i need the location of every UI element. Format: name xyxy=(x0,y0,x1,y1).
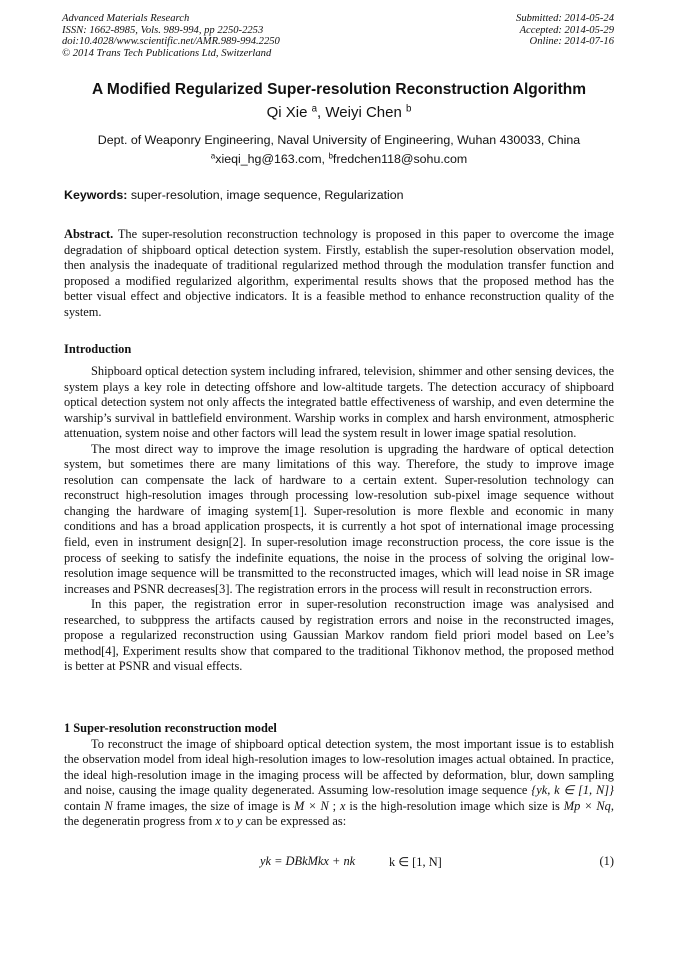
inline-math: M × N xyxy=(294,798,329,813)
inline-math: x xyxy=(340,798,346,813)
equation-body: yk = DBkMkx + nk xyxy=(260,854,356,868)
paragraph: Shipboard optical detection system including infrared, television, shimmer and other sensing devices, the system plays a key role in detecting offshore and low-altitude targets. The detection accuracy of shipboard optical detection system not only affects the integrated battle effectiveness of warship, and even determine the warship’s survival in battlefield environment. Warship works in complex and harsh environment, atmospheric attenuation, system noise and other factors will lead the system result in lower image spatial resolution. xyxy=(64,364,614,441)
affiliation: Dept. of Weaponry Engineering, Naval University of Engineering, Wuhan 430033, China xyxy=(97,133,581,147)
keywords xyxy=(64,188,614,202)
accepted-date: Accepted: 2014-05-29 xyxy=(519,24,614,36)
text-run: can be expressed as: xyxy=(245,814,347,829)
author-emails xyxy=(0,152,678,166)
text-run: is the high-resolution image which size is xyxy=(349,798,560,813)
text-run: , the degeneratin progress from xyxy=(64,798,614,829)
submitted-date: Submitted: 2014-05-24 xyxy=(516,13,614,24)
paper-title: A Modified Regularized Super-resolution Reconstruction Algorithm xyxy=(91,81,586,98)
keywords-text: super-resolution, image sequence, Regularization xyxy=(130,188,404,202)
dates-header xyxy=(516,13,614,48)
author-separator: , xyxy=(317,104,322,121)
text-run: frame images, the size of image is xyxy=(116,798,291,813)
text-run: ; xyxy=(332,798,337,813)
inline-math: {yk, k ∈ [1, N]} xyxy=(531,783,614,798)
section-1 xyxy=(64,721,614,830)
text-run: to xyxy=(224,814,234,829)
email-mark: b xyxy=(328,151,333,161)
abstract xyxy=(64,227,614,320)
inline-math: x xyxy=(215,814,221,829)
introduction-heading: Introduction xyxy=(64,342,132,356)
paragraph xyxy=(64,737,614,830)
online-date: Online: 2014-07-16 xyxy=(529,36,614,48)
equation-range: k ∈ [1, N] xyxy=(389,855,442,869)
equation-1 xyxy=(64,854,614,874)
equation-number: (1) xyxy=(599,854,614,868)
author-name: Weiyi Chen xyxy=(325,104,402,121)
author-name: Qi Xie xyxy=(266,104,308,121)
email-address: xieqi_hg@163.com, xyxy=(215,152,325,166)
issn-line: ISSN: 1662-8985, Vols. 989-994, pp 2250-2253 xyxy=(62,24,264,36)
keywords-label: Keywords: xyxy=(64,188,128,202)
doi-line: doi:10.4028/www.scientific.net/AMR.989-994.2250 xyxy=(62,36,280,48)
email-address: fredchen118@sohu.com xyxy=(332,152,468,166)
affiliation-mark: b xyxy=(405,103,412,115)
abstract-text: The super-resolution reconstruction technology is proposed in this paper to overcome the image degradation of shipboard optical detection system. Firstly, establish the super-resolution observation model, then analysis the inadequate of traditional regularized method through the modulation transfer function and proposed a modified regularized algorithm, experimental results shows that the proposed method has the better visual effect and objective indicators. It is a feasible method to enhance reconstruction quality of the system. xyxy=(64,227,614,319)
paragraph: The most direct way to improve the image resolution is upgrading the hardware of optical detection system, but sometimes there are many limitations of this way. Therefore, the study to improve image resolution can compensate the lack of hardware to a certain extent. Super-resolution technology can reconstruct high-resolution images through processing low-resolution sub-pixel image sequence without changing the hardware of imaging system[1]. Super-resolution is more flexble and economic in many conditions and has a broad application prospects, it is currently a hot spot of international image processing field, even in instrument design[2]. In super-resolution image reconstruction process, the core issue is the process of seeking to satisfy the indefinite equations, the noise in the process of solving the original low-resolution image sequence will be transmitted to the reconstructed images, which will lead noise in SR image increases and PSNR decreases[3]. The registration errors in the process will result in reconstruction errors. xyxy=(64,441,614,596)
email-mark: a xyxy=(210,151,216,161)
abstract-label: Abstract. xyxy=(64,227,114,241)
abstract-paragraph xyxy=(64,227,614,320)
introduction-body xyxy=(64,364,614,675)
inline-math: N xyxy=(104,798,113,813)
text-run: To reconstruct the image of shipboard optical detection system, the most important issue is to establish the observation model from ideal high-resolution images to low-resolution images actual obtained. In practice, the ideal high-resolution image in the imaging process will be affected by deformation, blur, down sampling and noise, causing the image quality degenerated. Assuming low-resolution image sequence xyxy=(64,736,614,798)
affiliation-mark: a xyxy=(311,103,318,115)
section-heading: 1 Super-resolution reconstruction model xyxy=(64,721,277,735)
inline-math: Mp × Nq xyxy=(563,798,611,813)
paragraph: In this paper, the registration error in super-resolution reconstruction image was analysised and researched, to subppress the artifacts caused by registration errors and noise in the reconstructed images, propose a regularized reconstruction using Gaussian Markov random field priori model based on Lee’s method[4], Experiment results show that compared to the traditional Tikhonov method, the proposed method is better at PSNR and visual effects. xyxy=(64,597,614,674)
copyright-line: © 2014 Trans Tech Publications Ltd, Switzerland xyxy=(62,47,272,59)
author-list xyxy=(0,104,678,121)
journal-name: Advanced Materials Research xyxy=(62,13,190,24)
text-run: contain xyxy=(64,798,101,813)
journal-header xyxy=(62,13,280,59)
inline-math: y xyxy=(236,814,243,829)
